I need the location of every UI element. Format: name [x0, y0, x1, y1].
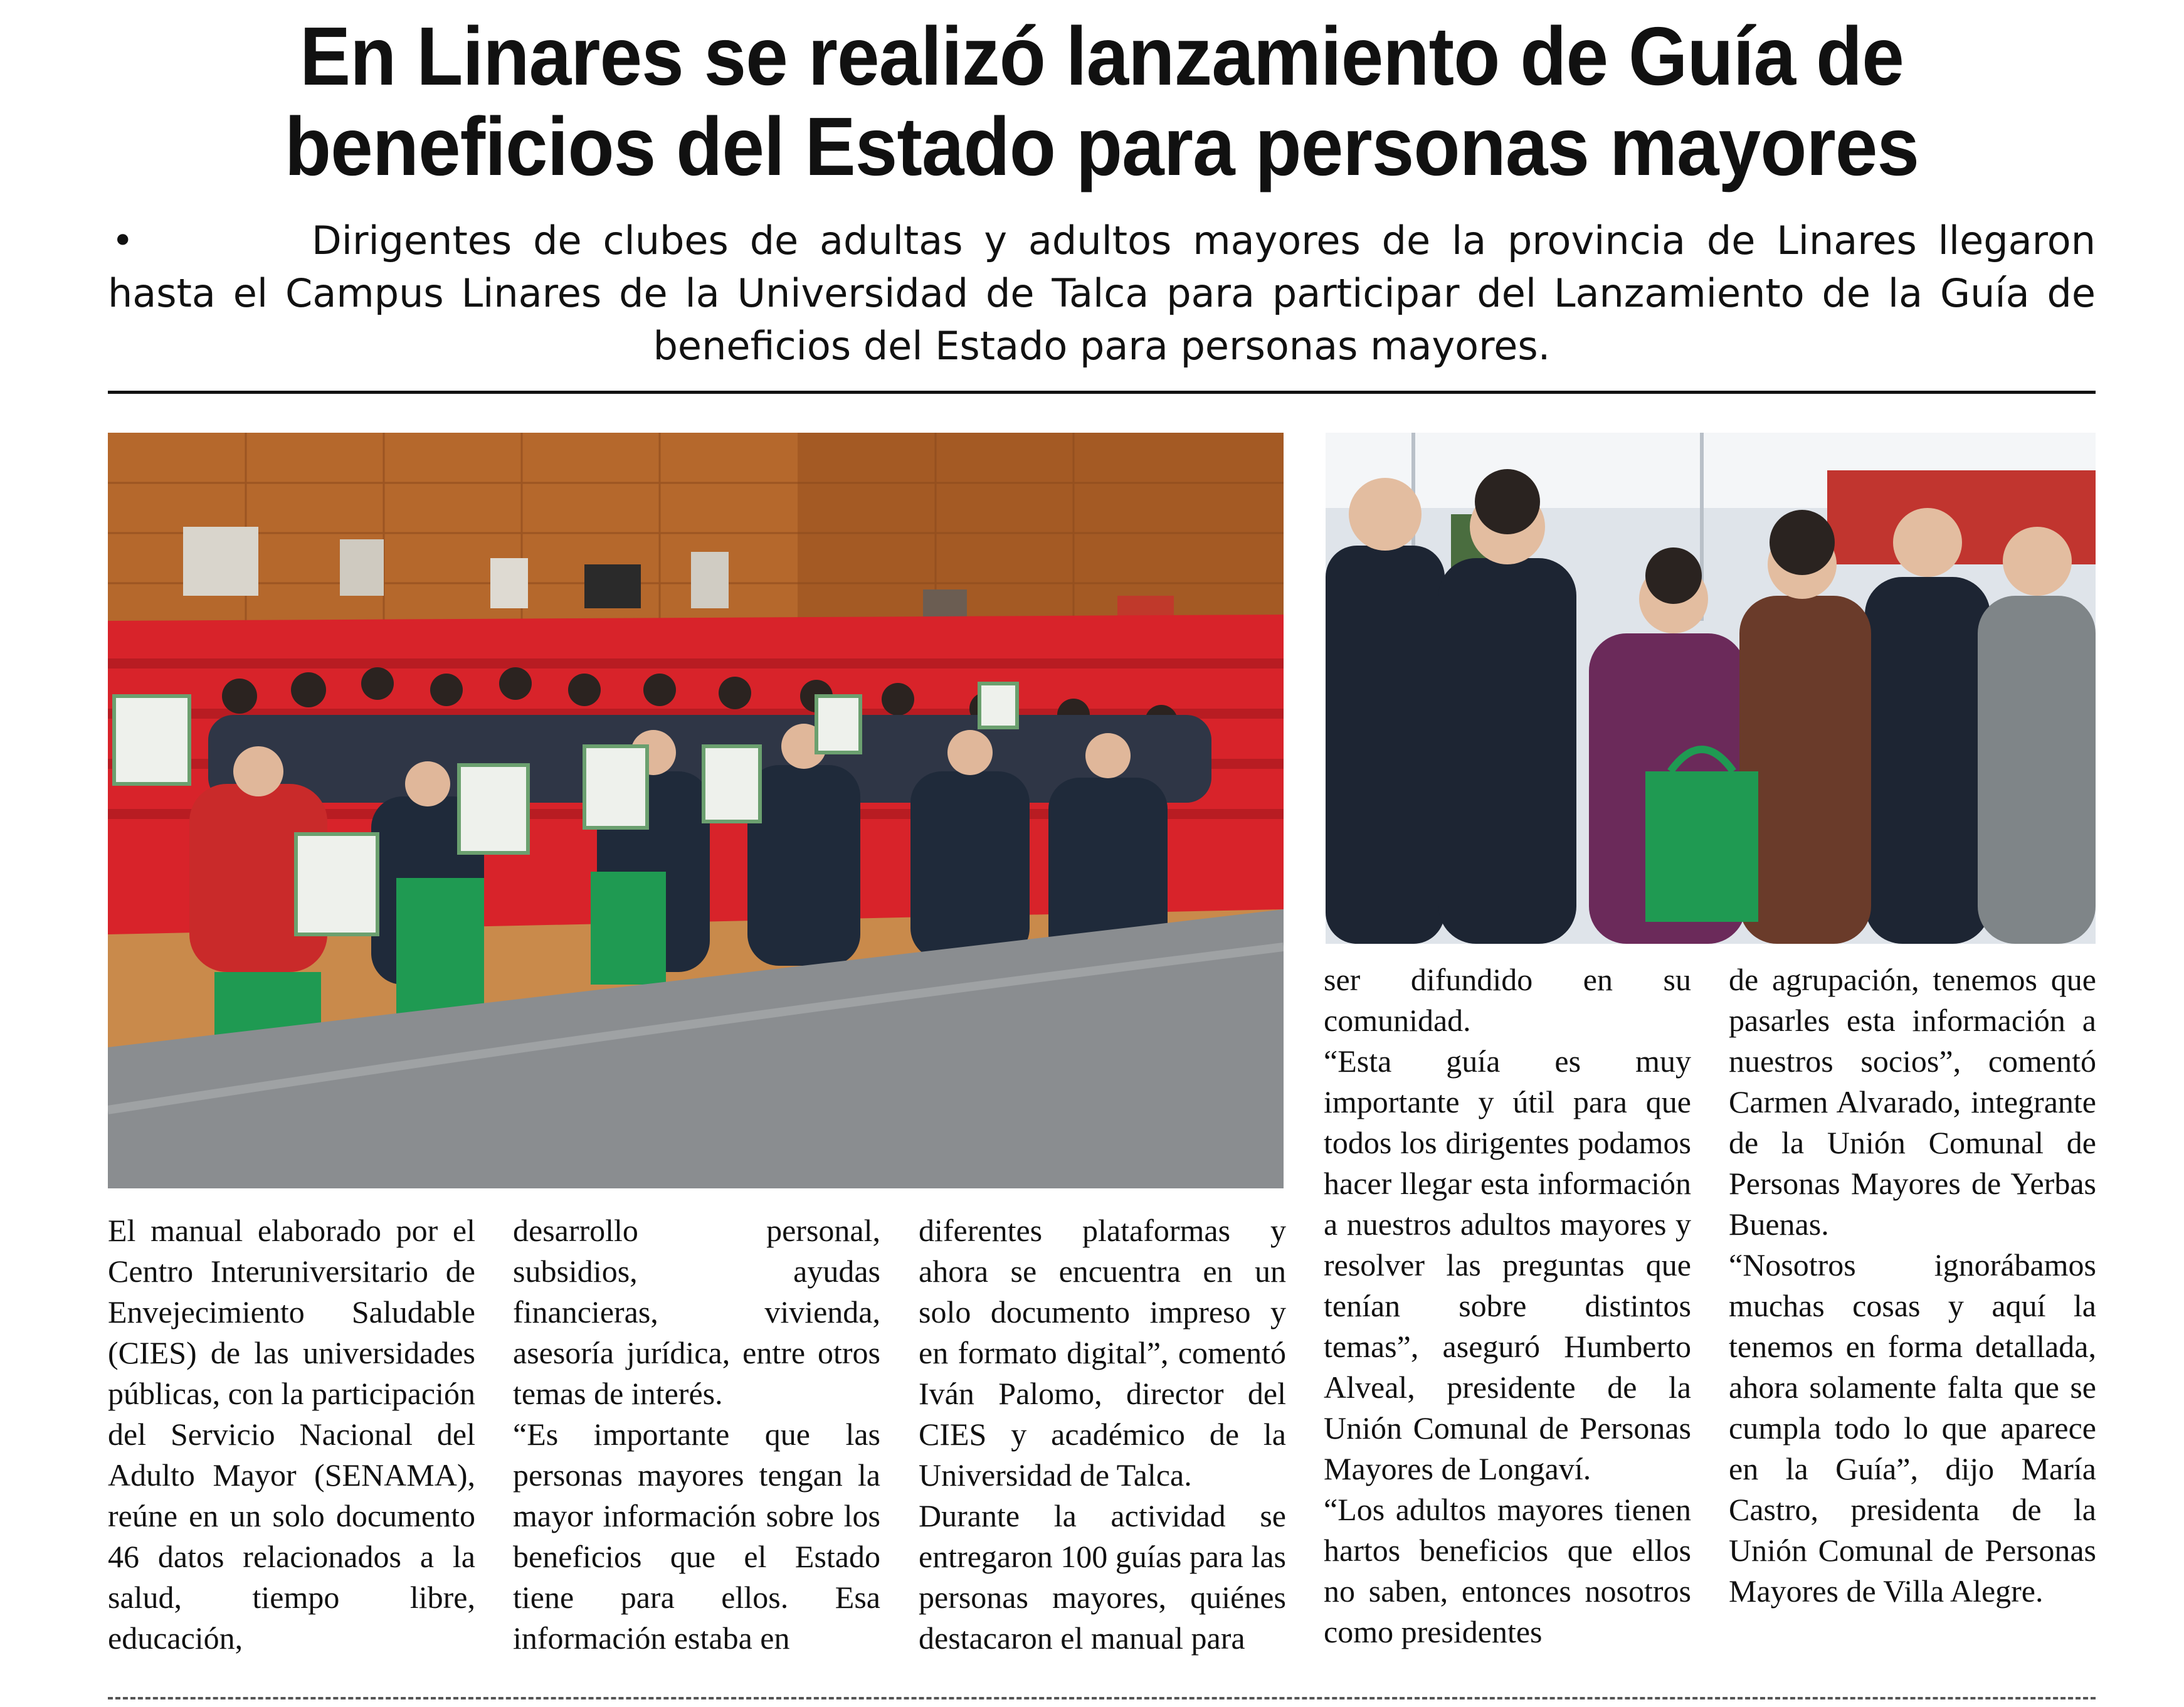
auditorium-photo — [108, 433, 1284, 1188]
article-column-1 — [108, 1210, 475, 1659]
paragraph: ser difundido en su comunidad. — [1324, 962, 1691, 1038]
paragraph: Durante la actividad se entregaron 100 guías para las personas mayores, quiénes destacaron el manual para — [919, 1498, 1286, 1656]
article-lead: Dirigentes de clubes de adultas y adultos mayores de la provincia de Linares llegaron hasta el Campus Linares de la Universidad de Talca para participar del Lanzamiento de la Guía de beneficios del Estado para personas mayores. — [108, 218, 2096, 369]
article-column-2 — [513, 1210, 880, 1659]
article-headline: En Linares se realizó lanzamiento de Guía de beneficios del Estado para personas mayores — [284, 10, 1919, 193]
lead-bullet: • — [112, 219, 134, 263]
paragraph: “Los adultos mayores tienen hartos beneficios que ellos no saben, entonces nosotros como presidentes — [1324, 1492, 1691, 1649]
group-photo — [1326, 433, 2096, 944]
paragraph: “Nosotros ignorábamos muchas cosas y aquí la tenemos en forma detallada, ahora solamente falta que se cumpla todo lo que aparece en la Guía”, dijo María Castro, presidenta de la Unión Comunal de Personas Mayores de Villa Alegre. — [1729, 1247, 2096, 1609]
paragraph: El manual elaborado por el Centro Interuniversitario de Envejecimiento Saludable (CIES) de las universidades públicas, con la participación del Servicio Nacional del Adulto Mayor (SENAMA), reúne en un solo documento 46 datos relacionados a la salud, tiempo libre, educación, — [108, 1213, 475, 1656]
paragraph: “Es importante que las personas mayores tengan la mayor información sobre los beneficios que el Estado tiene para ellos. Esa información estaba en — [513, 1417, 880, 1656]
article-column-3 — [919, 1210, 1286, 1659]
article-column-4 — [1324, 959, 1691, 1652]
paragraph: “Esta guía es muy importante y útil para que todos los dirigentes podamos hacer llegar esta información a nuestros adultos mayores y resolver las preguntas que tenían sobre distintos temas”, aseguró Humberto Alveal, presidente de la Unión Comunal de Personas Mayores de Longaví. — [1324, 1044, 1691, 1486]
paragraph: diferentes plataformas y ahora se encuentra en un solo documento impreso y en formato digital”, comentó Iván Palomo, director del CIES y académico de la Universidad de Talca. — [919, 1213, 1286, 1493]
page-bottom-edge — [108, 1697, 2096, 1699]
paragraph: desarrollo personal, subsidios, ayudas financieras, vivienda, asesoría jurídica, entre otros temas de interés. — [513, 1213, 880, 1411]
article-column-5 — [1729, 959, 2096, 1612]
headline-divider — [108, 391, 2096, 394]
paragraph: de agrupación, tenemos que pasarles esta información a nuestros socios”, comentó Carmen Alvarado, integrante de la Unión Comunal de Personas Mayores de Yerbas Buenas. — [1729, 962, 2096, 1242]
